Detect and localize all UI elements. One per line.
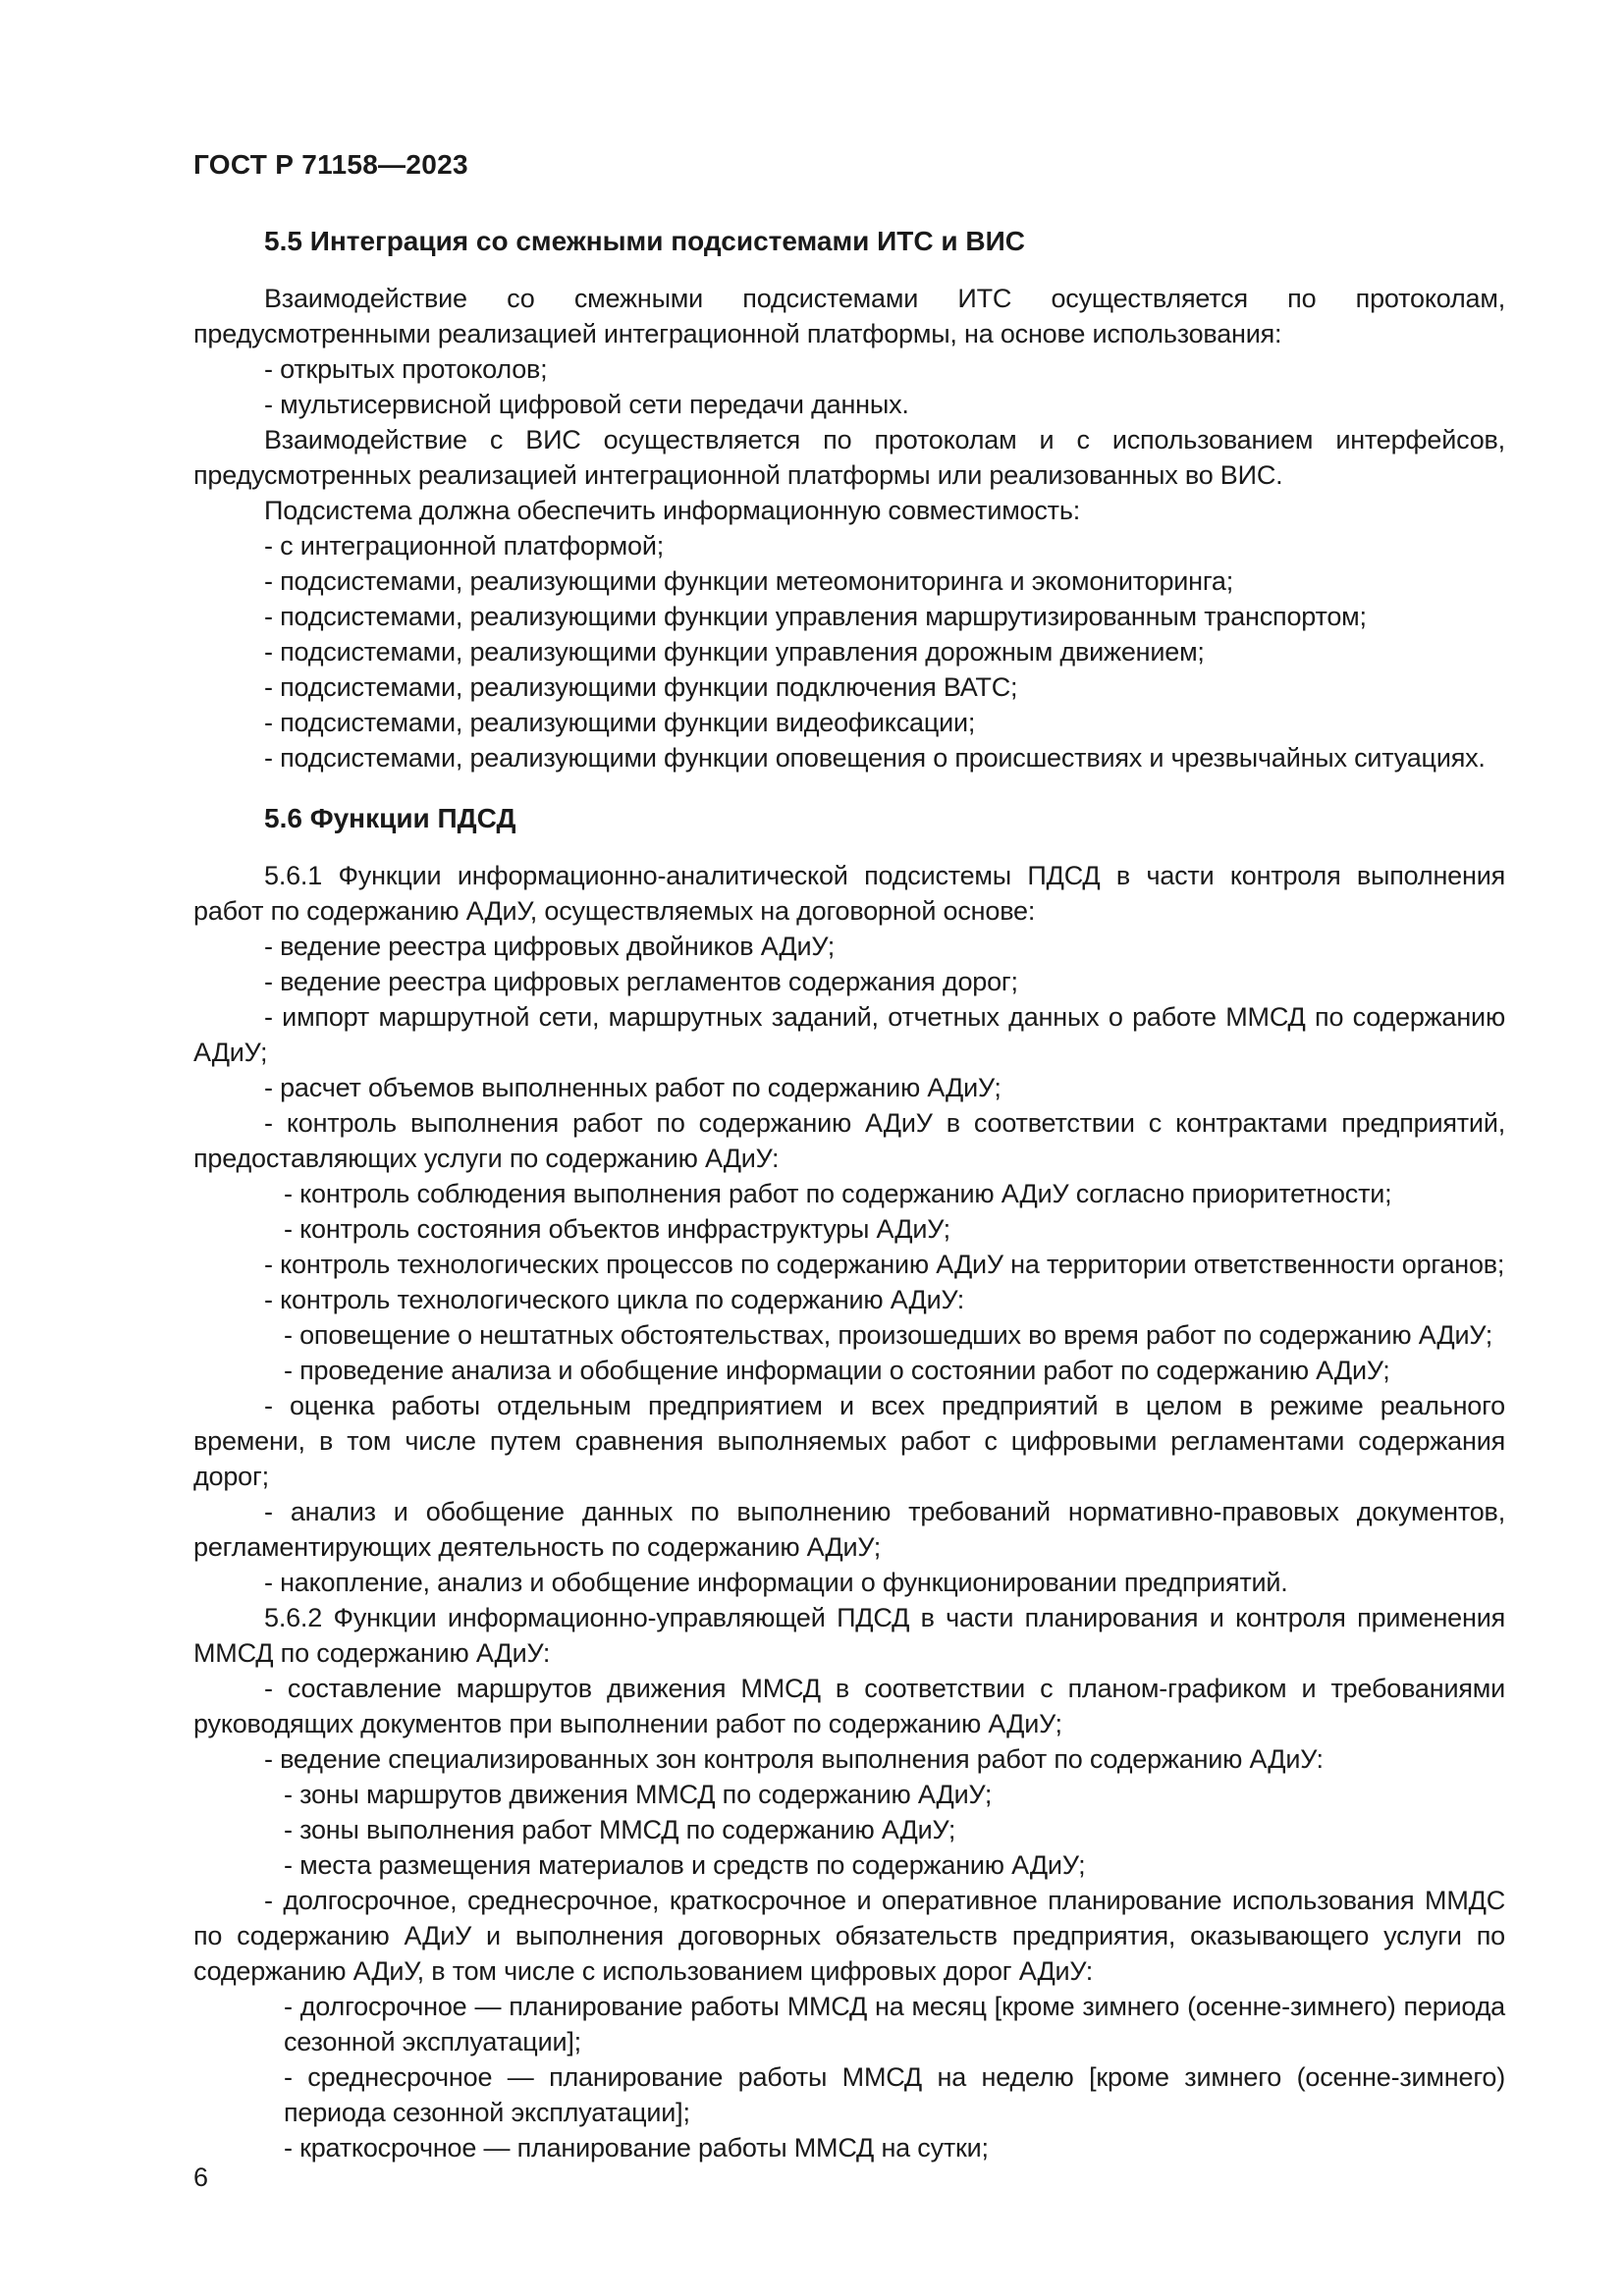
page-number: 6 [193,2163,209,2192]
list-subitem: - оповещение о нештатных обстоятельствах, произошедших во время работ по содержанию АДиУ; [284,1320,1493,1350]
list-item: - подсистемами, реализующими функции видеофиксации; [264,708,976,737]
list-item: - накопление, анализ и обобщение информации о функционировании предприятий. [264,1568,1288,1597]
list-item: - ведение реестра цифровых регламентов содержания дорог; [264,967,1018,996]
list-item: - расчет объемов выполненных работ по содержанию АДиУ; [264,1073,1001,1102]
list-item: - подсистемами, реализующими функции оповещения о происшествиях и чрезвычайных ситуациях. [264,743,1486,773]
list-item: - подсистемами, реализующими функции управления маршрутизированным транспортом; [264,602,1367,631]
list-subitem: - контроль соблюдения выполнения работ по содержанию АДиУ согласно приоритетности; [284,1179,1392,1208]
list-item: - анализ и обобщение данных по выполнению требований нормативно-правовых документов, регламентирующих деятельность по содержанию АДиУ; [193,1497,1505,1562]
list-item: - контроль технологических процессов по содержанию АДиУ на территории ответственности органов; [264,1250,1505,1279]
list-item: - контроль технологического цикла по содержанию АДиУ: [264,1285,965,1314]
list-item: - оценка работы отдельным предприятием и всех предприятий в целом в режиме реального времени, в том числе путем сравнения выполняемых работ с цифровыми регламентами содержания дорог; [193,1391,1505,1491]
list-item: - контроль выполнения работ по содержанию АДиУ в соответствии с контрактами предприятий, предоставляющих услуги по содержанию АДиУ: [193,1108,1505,1173]
section-heading: 5.6 Функции ПДСД [264,803,516,833]
paragraph: 5.6.2 Функции информационно-управляющей ПДСД в части планирования и контроля применения ММСД по содержанию АДиУ: [193,1603,1505,1668]
paragraph: Взаимодействие со смежными подсистемами ИТС осуществляется по протоколам, предусмотренными реализацией интеграционной платформы, на основе использования: [193,284,1505,348]
list-item: - мультисервисной цифровой сети передачи данных. [264,390,909,419]
list-subitem: - среднесрочное — планирование работы ММСД на неделю [кроме зимнего (осенне-зимнего) периода сезонной эксплуатации]; [284,2062,1505,2127]
paragraph: 5.6.1 Функции информационно-аналитической подсистемы ПДСД в части контроля выполнения работ по содержанию АДиУ, осуществляемых на договорной основе: [193,861,1505,926]
list-item: - подсистемами, реализующими функции управления дорожным движением; [264,637,1205,667]
paragraph: Подсистема должна обеспечить информационную совместимость: [264,496,1081,525]
list-item: - открытых протоколов; [264,354,548,384]
list-subitem: - долгосрочное — планирование работы ММСД на месяц [кроме зимнего (осенне-зимнего) периода сезонной эксплуатации]; [284,1992,1505,2056]
list-subitem: - места размещения материалов и средств по содержанию АДиУ; [284,1850,1086,1880]
section-heading: 5.5 Интеграция со смежными подсистемами ИТС и ВИС [264,226,1025,256]
list-subitem: - проведение анализа и обобщение информации о состоянии работ по содержанию АДиУ; [284,1356,1390,1385]
list-item: - долгосрочное, среднесрочное, краткосрочное и оперативное планирование использования ММДС по содержанию АДиУ и выполнения договорных обязательств предприятия, оказывающего услуги по содержанию АДиУ, в том числе с использованием цифровых дорог АДиУ: [193,1886,1505,1986]
paragraph: Взаимодействие с ВИС осуществляется по протоколам и с использованием интерфейсов, предусмотренных реализацией интеграционной платформы или реализованных во ВИС. [193,425,1505,490]
list-subitem: - зоны выполнения работ ММСД по содержанию АДиУ; [284,1815,956,1844]
list-item: - составление маршрутов движения ММСД в соответствии с планом-графиком и требованиями руководящих документов при выполнении работ по содержанию АДиУ; [193,1674,1505,1738]
document-body [193,224,1505,2165]
standard-designation: ГОСТ Р 71158—2023 [193,149,468,180]
list-item: - ведение специализированных зон контроля выполнения работ по содержанию АДиУ: [264,1744,1324,1774]
list-subitem: - контроль состояния объектов инфраструктуры АДиУ; [284,1214,950,1244]
list-item: - подсистемами, реализующими функции подключения ВАТС; [264,672,1018,702]
list-subitem: - краткосрочное — планирование работы ММСД на сутки; [284,2133,989,2163]
list-item: - импорт маршрутной сети, маршрутных заданий, отчетных данных о работе ММСД по содержанию АДиУ; [193,1002,1505,1067]
list-item: - ведение реестра цифровых двойников АДиУ; [264,932,836,961]
list-item: - подсистемами, реализующими функции метеомониторинга и экомониторинга; [264,566,1234,596]
list-item: - с интеграционной платформой; [264,531,665,561]
list-subitem: - зоны маршрутов движения ММСД по содержанию АДиУ; [284,1780,993,1809]
